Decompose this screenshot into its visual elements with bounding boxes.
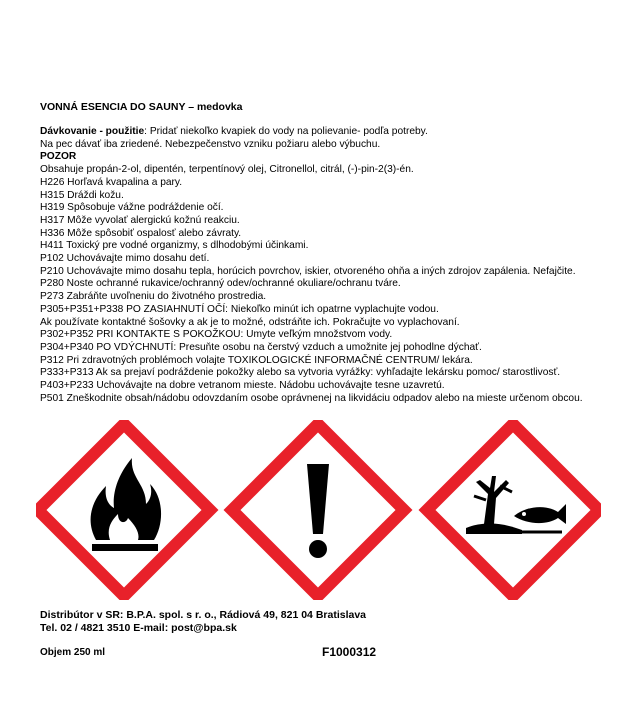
dosage-label: Dávkovanie - použitie <box>40 126 145 137</box>
hazard-pictograms <box>36 420 601 600</box>
statement: H226 Horľavá kvapalina a pary. <box>40 176 183 188</box>
statement: H317 Môže vyvolať alergickú kožnú reakciu. <box>40 214 240 226</box>
statement: P333+P313 Ak sa prejaví podráždenie pokožky alebo sa vytvoria vyrážky: vyhľadajte lekársku pomoc/ starostlivosť. <box>40 367 561 379</box>
environment-icon <box>427 424 599 596</box>
distributor-address: Distribútor v SR: B.P.A. spol. s r. o., Rádiová 49, 821 04 Bratislava <box>40 609 367 621</box>
statement: H319 Spôsobuje vážne podráždenie očí. <box>40 202 224 214</box>
dosage-text: : Pridať niekoľko kvapiek do vody na polievanie- podľa potreby. <box>144 126 428 137</box>
statement: P305+P351+P338 PO ZASIAHNUTÍ OČÍ: Niekoľko minút ich opatrne vyplachujte vodou. <box>40 303 439 315</box>
signal-word: POZOR <box>40 151 77 163</box>
dosage-line <box>40 126 640 139</box>
statement: H315 Dráždi kožu. <box>40 189 124 201</box>
flame-icon <box>38 424 210 596</box>
distributor-contact: Tel. 02 / 4821 3510 E-mail: post@bpa.sk <box>40 622 237 634</box>
statement: P302+P352 PRI KONTAKTE S POKOŽKOU: Umyte veľkým množstvom vody. <box>40 329 393 341</box>
dosage-line-2: Na pec dávať iba zriedené. Nebezpečenstvo vzniku požiaru alebo výbuchu. <box>40 138 381 150</box>
volume-label: Objem 250 ml <box>40 647 106 658</box>
statement: P280 Noste ochranné rukavice/ochranný odev/ochranné okuliare/ochranu tváre. <box>40 278 401 290</box>
statement: P312 Pri zdravotných problémoch volajte TOXIKOLOGICKÉ INFORMAČNÉ CENTRUM/ lekára. <box>40 354 473 366</box>
exclamation-mark-icon <box>232 424 404 596</box>
distributor-info <box>40 609 366 635</box>
product-code: F1000312 <box>322 645 377 659</box>
statement: H411 Toxický pre vodné organizmy, s dlhodobými účinkami. <box>40 240 309 252</box>
statement: P210 Uchovávajte mimo dosahu tepla, horúcich povrchov, iskier, otvoreného ohňa a iných zdrojov zapálenia. Nefajčite. <box>40 265 576 277</box>
statement: H336 Môže spôsobiť ospalosť alebo závraty. <box>40 227 242 239</box>
statement: P273 Zabráňte uvoľneniu do životného prostredia. <box>40 291 267 303</box>
statement: P304+P340 PO VDÝCHNUTÍ: Presuňte osobu na čerstvý vzduch a umožnite jej pohodlne dýchať. <box>40 341 482 353</box>
statement: P501 Zneškodnite obsah/nádobu odovzdaním osobe oprávnenej na likvidáciu odpadov alebo na mieste určenom obcou. <box>40 392 583 404</box>
label-text <box>40 126 640 405</box>
statement: P102 Uchovávajte mimo dosahu detí. <box>40 253 210 265</box>
product-title: VONNÁ ESENCIA DO SAUNY – medovka <box>40 101 243 113</box>
statement: P403+P233 Uchovávajte na dobre vetranom mieste. Nádobu uchovávajte tesne uzavretú. <box>40 380 445 392</box>
statement: Ak používate kontaktné šošovky a ak je to možné, odstráňte ich. Pokračujte vo vyplachovaní. <box>40 316 460 328</box>
contains-line: Obsahuje propán-2-ol, dipentén, terpentínový olej, Citronellol, citrál, (-)-pin-2(3)-én. <box>40 164 414 176</box>
